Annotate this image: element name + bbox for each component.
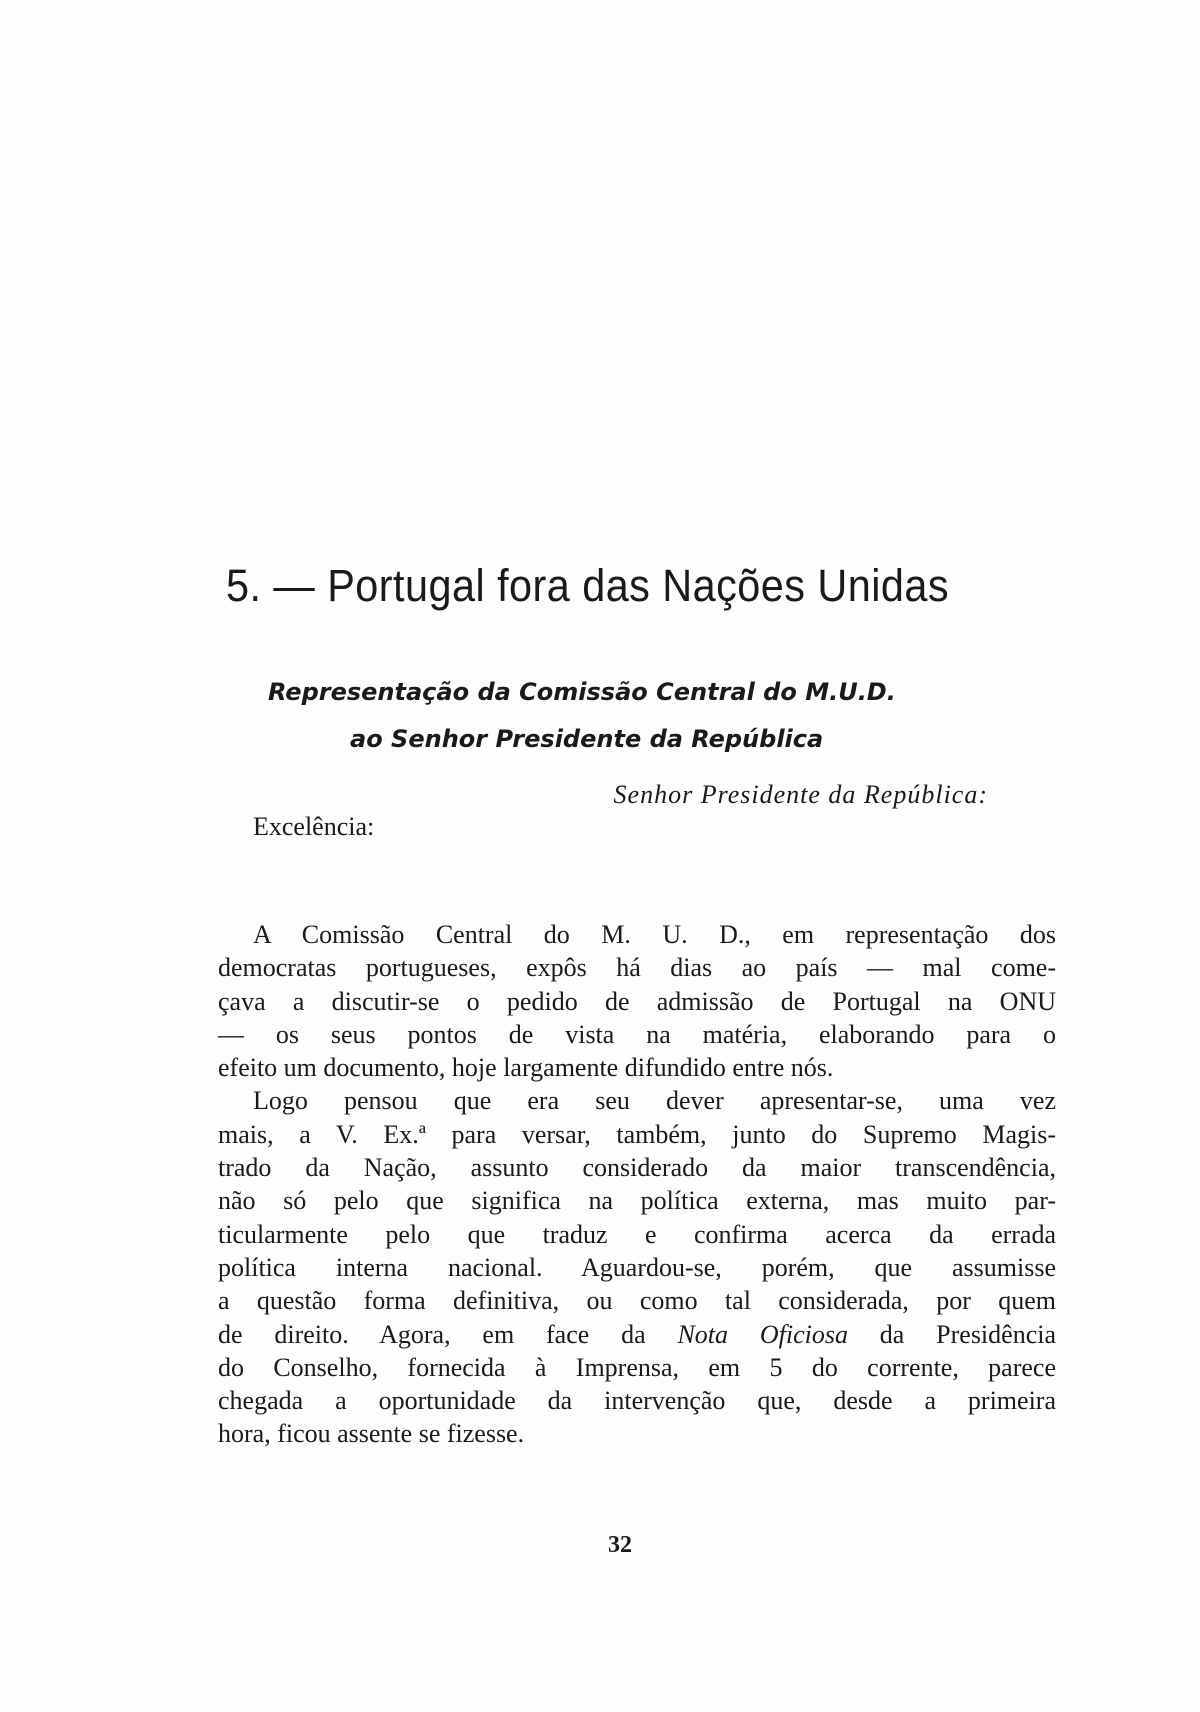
text-segment: — os seus pontos de vista na matéria, elaborando para o <box>218 1019 1056 1049</box>
body-text-line <box>218 1351 1056 1384</box>
body-text-line <box>218 1151 1056 1184</box>
page-number: 32 <box>608 1532 632 1558</box>
body-text-line <box>218 1184 1056 1217</box>
chapter-title: 5. — Portugal fora das Nações Unidas <box>226 560 950 611</box>
subtitle-line-1: Representação da Comissão Central do M.U.D. <box>268 678 896 706</box>
letter-body <box>218 918 1056 1451</box>
subtitle-line-2: ao Senhor Presidente da República <box>350 725 824 753</box>
body-text-line <box>218 1051 1056 1084</box>
text-segment: política interna nacional. Aguardou-se, porém, que assumisse <box>218 1252 1056 1282</box>
text-segment: ticularmente pelo que traduz e confirma acerca da errada <box>218 1219 1056 1249</box>
text-segment: chegada a oportunidade da intervenção que, desde a primeira <box>218 1386 1056 1416</box>
body-text-line <box>218 1284 1056 1317</box>
body-text-line <box>218 985 1056 1018</box>
text-segment: a questão forma definitiva, ou como tal considerada, por quem <box>218 1286 1056 1316</box>
text-segment: democratas portugueses, expôs há dias ao país — mal come- <box>218 953 1056 983</box>
text-segment: A Comissão Central do M. U. D., em representação dos <box>253 920 1056 949</box>
letter-greeting: Excelência: <box>253 812 375 841</box>
body-text-line <box>218 1018 1056 1051</box>
text-segment: çava a discutir-se o pedido de admissão de Portugal na ONU <box>218 986 1056 1016</box>
body-text-line <box>218 1084 1056 1117</box>
text-segment: não só pelo que significa na política externa, mas muito par- <box>218 1186 1056 1216</box>
text-segment: efeito um documento, hoje largamente difundido entre nós. <box>218 1053 834 1083</box>
italic-text: Nota Oficiosa <box>677 1319 848 1349</box>
text-segment: Logo pensou que era seu dever apresentar-se, uma vez <box>253 1086 1056 1116</box>
body-text-line <box>218 951 1056 984</box>
text-segment: do Conselho, fornecida à Imprensa, em 5 do corrente, parece <box>218 1352 1056 1382</box>
body-text-line <box>218 1218 1056 1251</box>
text-segment: de direito. Agora, em face da <box>218 1319 678 1349</box>
text-segment: hora, ficou assente se fizesse. <box>218 1419 525 1449</box>
body-text-line <box>218 1384 1056 1417</box>
body-text-line <box>218 918 1056 951</box>
text-segment: mais, a V. Ex.ª para versar, também, junto do Supremo Magis- <box>218 1119 1056 1149</box>
body-text-line <box>218 1417 1056 1450</box>
text-segment: trado da Nação, assunto considerado da maior transcendência, <box>218 1153 1056 1183</box>
text-segment: da Presidência <box>847 1319 1056 1349</box>
body-text-line <box>218 1251 1056 1284</box>
letter-salutation: Senhor Presidente da República: <box>613 780 988 809</box>
body-text-line <box>218 1118 1056 1151</box>
body-text-line <box>218 1318 1056 1351</box>
